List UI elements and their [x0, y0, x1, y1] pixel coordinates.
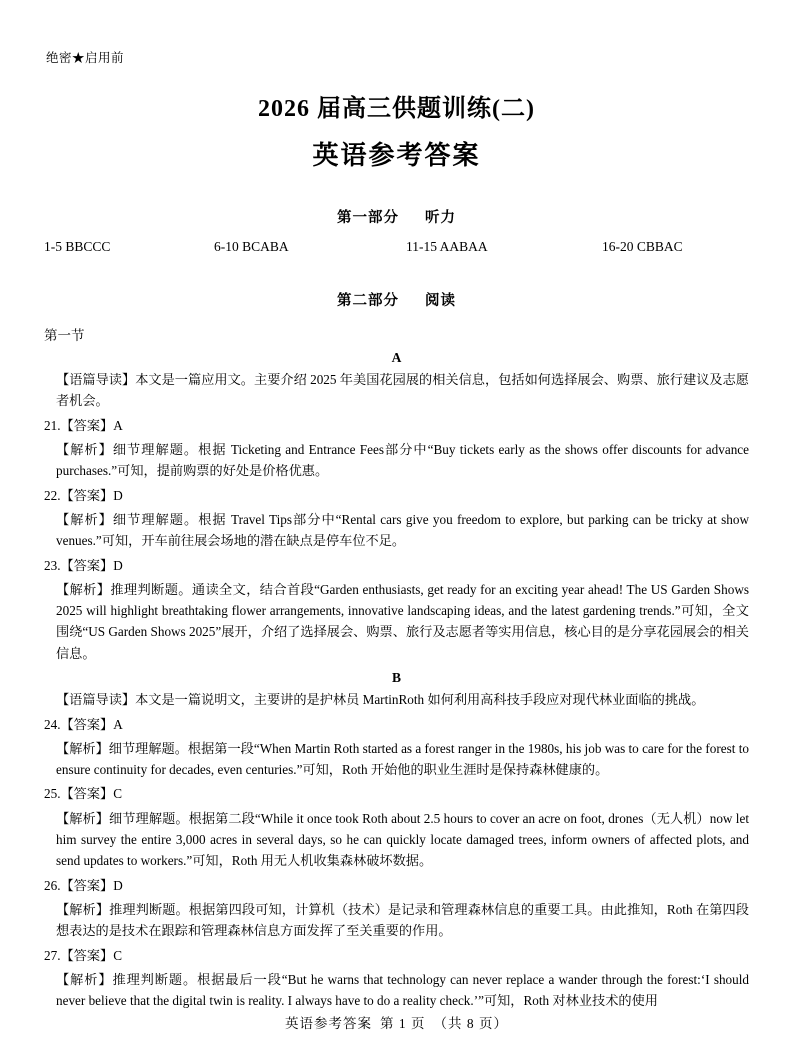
- question-26-analysis: 【解析】推理判断题。根据第四段可知，计算机（技术）是记录和管理森林信息的重要工具。由此推知，Roth 在第四段想表达的是技术在跟踪和管理森林信息方面发挥了至关重要的作用。: [56, 901, 749, 939]
- question-27-answer: 27.【答案】C: [44, 947, 123, 963]
- passage-a-guide: 【语篇导读】本文是一篇应用文。主要介绍 2025 年美国花园展的相关信息，包括如何选择展会、购票、旅行建议及志愿者机会。: [56, 372, 749, 409]
- question-25-analysis: 【解析】细节理解题。根据第二段“While it once took Roth about 2.5 hours to cover an acre on foot, drones（无人机）now let him survey the entire 3,000 acres in several days, so he can quickly locate damaged trees, inform owners of affected plots, and send updates to workers.”可知，Roth 用无人机收集森林破坏数据。: [56, 810, 749, 869]
- listening-answers-6-10: 6-10 BCABA: [214, 239, 289, 254]
- secret-notice: 绝密★启用前: [46, 51, 125, 65]
- part-one-label: 第一部分: [337, 210, 399, 226]
- passage-b-guide: 【语篇导读】本文是一篇说明文，主要讲的是护林员 MartinRoth 如何利用高科技手段应对现代林业面临的挑战。: [56, 692, 705, 708]
- question-22-analysis: 【解析】细节理解题。根据 Travel Tips部分中“Rental cars give you freedom to explore, but parking can be tricky at show venues.”可知，开车前往展会场地的潜在缺点是停车位不足。: [56, 511, 749, 549]
- part-two-name: 阅读: [425, 293, 456, 309]
- listening-answers-11-15: 11-15 AABAA: [406, 239, 488, 254]
- footer-page-number: 第 1 页: [380, 1016, 426, 1031]
- subsection-one-label: 第一节: [44, 328, 85, 343]
- question-24-answer: 24.【答案】A: [44, 716, 123, 732]
- question-25-answer: 25.【答案】C: [44, 786, 123, 802]
- passage-letter-a: A: [391, 350, 402, 365]
- question-21-answer: 21.【答案】A: [44, 417, 123, 433]
- part-two-label: 第二部分: [337, 293, 399, 309]
- part-one-name: 听力: [425, 210, 456, 226]
- question-22-answer: 22.【答案】D: [44, 487, 123, 503]
- question-21-analysis: 【解析】细节理解题。根据 Ticketing and Entrance Fees部分中“Buy tickets early as the shows offer discounts for advance purchases.”可知，提前购票的好处是价格优惠。: [56, 441, 749, 479]
- listening-answers-row: [44, 239, 749, 255]
- part-one-heading: [44, 206, 749, 227]
- question-23-answer: 23.【答案】D: [44, 557, 123, 573]
- footer-title: 英语参考答案: [285, 1016, 372, 1031]
- passage-letter-b: B: [391, 670, 401, 686]
- page-footer: [0, 1012, 793, 1032]
- part-two-heading: [44, 289, 749, 310]
- listening-answers-1-5: 1-5 BBCCC: [44, 239, 111, 254]
- listening-answers-16-20: 16-20 CBBAC: [602, 239, 683, 254]
- footer-total-pages: （共 8 页）: [433, 1016, 508, 1031]
- question-26-answer: 26.【答案】D: [44, 877, 123, 893]
- question-27-analysis: 【解析】推理判断题。根据最后一段“But he warns that technology can never replace a wander through the forest:‘I should never believe that the digital twin is reality. I always have to do a reality check.’”可知，Roth 对林业技术的使用: [56, 971, 749, 1008]
- question-24-analysis: 【解析】细节理解题。根据第一段“When Martin Roth started as a forest ranger in the 1980s, his job was to care for the forest to ensure continuity for decades, even centuries.”可知，Roth 开始他的职业生涯时是保持森林健康的。: [56, 740, 749, 777]
- page-title: 2026 届高三供题训练(二): [258, 96, 535, 122]
- question-23-analysis: 【解析】推理判断题。通读全文，结合首段“Garden enthusiasts, get ready for an exciting year ahead! The US Garden Shows 2025 will highlight breathtaking flower arrangements, innovative landscaping ideas, and the latest gardening trends.”可知，全文围绕“US Garden Shows 2025”展开，介绍了选择展会、购票、旅行及志愿者等实用信息，核心目的是分享花园展会的相关信息。: [56, 581, 749, 661]
- page-subtitle: 英语参考答案: [312, 141, 481, 170]
